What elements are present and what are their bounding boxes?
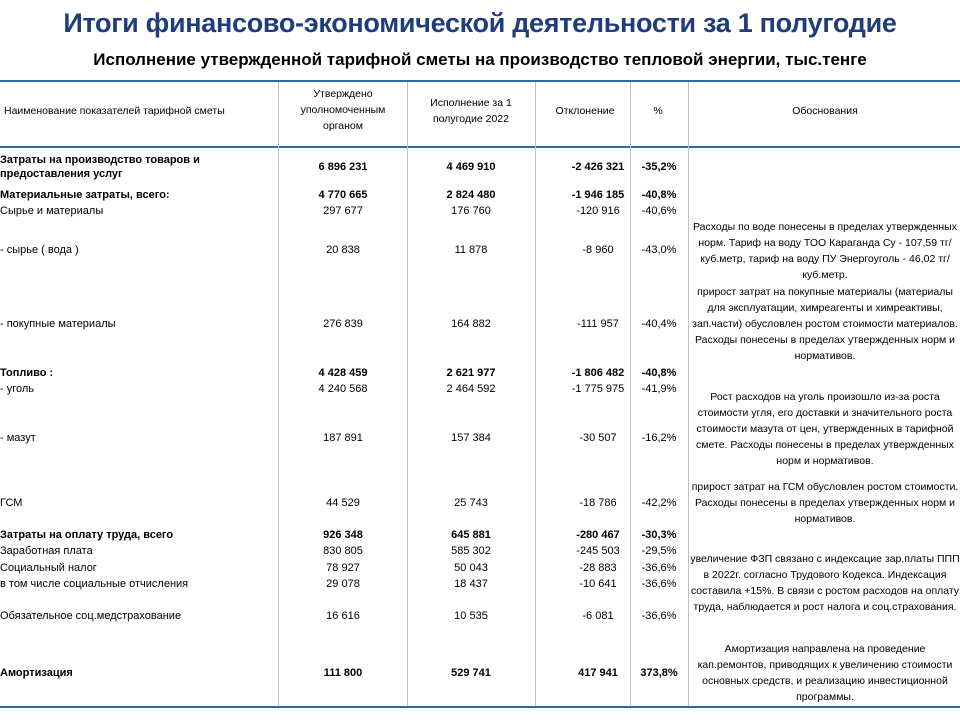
table-row-name-continued: предоставления услуг [0,168,123,180]
cell-percent: -40,6% [641,205,677,217]
page-title: Итоги финансово-экономической деятельности за 1 полугодие [63,8,897,38]
cell-deviation: -111 957 [577,318,619,330]
cell-approved: 4 770 665 [318,189,368,201]
cell-approved: 926 348 [323,529,363,541]
cell-executed: 10 535 [454,610,488,622]
note-coal: Рост расходов на уголь произошло из-за роста стоимости угля, его доставки и значительного роста стоимости мазута от цен, утвержденных в тарифной смете. Расходы понесены в пределах утвержденных норм и нормативов. [696,391,954,467]
cell-approved: 6 896 231 [318,161,368,173]
cell-percent: -35,2% [641,161,677,173]
column-divider [535,82,536,706]
cell-executed: 157 384 [451,432,491,444]
page-subtitle: Исполнение утвержденной тарифной сметы на производство тепловой энергии, тыс.тенге [93,50,867,69]
cell-percent: -40,4% [641,318,677,330]
table-row-name: Обязательное соц.медстрахование [0,610,182,622]
table-row-name: - покупные материалы [0,318,116,330]
cell-approved: 20 838 [326,244,360,256]
cell-deviation: -1 775 975 [571,383,625,395]
cell-approved: 4 428 459 [318,367,368,379]
cell-percent: -36,6% [641,610,677,622]
header-justification: Обоснования [792,105,858,117]
table-row-name: - сырье ( вода ) [0,244,79,256]
cell-approved: 78 927 [326,562,360,574]
table-top-border [0,80,960,82]
table-row-name: в том числе социальные отчисления [0,578,189,590]
note-amortization: Амортизация направлена на проведение кап.ремонтов, приводящих к увеличению стоимости основных средств, и реализацию инвестиционной программы. [697,643,953,703]
cell-deviation: -245 503 [576,545,620,557]
cell-approved: 830 805 [323,545,363,557]
cell-approved: 111 800 [323,667,363,679]
cell-deviation: -1 806 482 [571,367,625,379]
cell-percent: -42,2% [641,497,677,509]
cell-deviation: -280 467 [576,529,620,541]
cell-deviation: -6 081 [582,610,614,622]
header-name: Наименование показателей тарифной сметы [4,105,225,117]
cell-percent: -41,9% [641,383,677,395]
cell-approved: 4 240 568 [318,383,368,395]
cell-percent: -36,6% [641,562,677,574]
table-row-name: Сырье и материалы [0,205,104,217]
column-divider [688,82,689,706]
table-row-name: Материальные затраты, всего: [0,189,170,201]
cell-deviation: -28 883 [579,562,617,574]
table-row-name: Затраты на производство товаров и [0,154,200,166]
cell-executed: 2 621 977 [446,367,496,379]
table-row-name: - мазут [0,432,36,444]
cell-executed: 585 302 [451,545,491,557]
cell-deviation: -30 507 [579,432,617,444]
cell-executed: 176 760 [451,205,491,217]
note-materials: прирост затрат на покупные материалы (материалы для эксплуатации, химреагенты и химреактивы, зап.части) обусловлен ростом стоимости материалов. Расходы понесены в пределах утвержденных норм и нормативов. [692,286,958,362]
cell-percent: -40,8% [641,189,677,201]
cell-approved: 276 839 [323,318,363,330]
column-divider [278,82,279,706]
cell-executed: 2 824 480 [446,189,496,201]
cell-approved: 44 529 [326,497,360,509]
cell-executed: 11 878 [454,244,488,256]
note-fuel: прирост затрат на ГСМ обусловлен ростом стоимости. Расходы понесены в пределах утвержденных норм и нормативов. [691,481,959,525]
cell-executed: 25 743 [454,497,488,509]
cell-deviation: -120 916 [576,205,620,217]
cell-executed: 4 469 910 [446,161,496,173]
header-deviation: Отклонение [555,105,615,117]
cell-deviation: 417 941 [578,667,618,679]
cell-deviation: -18 786 [579,497,617,509]
table-row-name: Заработная плата [0,545,93,557]
header-percent: % [653,105,663,117]
note-salary: увеличение ФЗП связано с индексацие зар.платы ППП в 2022г. согласно Трудового Кодекса. Индексация составила +15%. В связи с ростом расходов на оплату труда, наблюдается и рост налога и соц.страхования. [690,553,960,613]
note-water: Расходы по воде понесены в пределах утвержденных норм. Тариф на воду ТОО Караганда Су - 107,59 тг/куб.метр, тариф на воду ПУ Энергоуголь - 46,02 тг/куб.метр. [693,221,957,281]
cell-approved: 187 891 [323,432,363,444]
cell-percent: -40,8% [641,367,677,379]
table-header-border [0,146,960,148]
cell-percent: -29,5% [641,545,677,557]
cell-executed: 50 043 [454,562,488,574]
table-row-name: - уголь [0,383,35,395]
cell-executed: 645 881 [451,529,491,541]
cell-approved: 297 677 [323,205,363,217]
table-row-name: Топливо : [0,367,54,379]
cell-deviation: -1 946 185 [571,189,625,201]
cell-executed: 2 464 592 [446,383,496,395]
cell-executed: 18 437 [454,578,488,590]
cell-executed: 529 741 [451,667,491,679]
cell-deviation: -2 426 321 [571,161,625,173]
column-divider [407,82,408,706]
table-row-name: Амортизация [0,667,73,679]
cell-percent: 373,8% [640,667,678,679]
cell-approved: 16 616 [326,610,360,622]
table-row-name: ГСМ [0,497,23,509]
cell-executed: 164 882 [451,318,491,330]
cell-percent: -43,0% [641,244,677,256]
cell-deviation: -10 641 [579,578,617,590]
header-approved: Утверждено уполномоченным органом [300,88,386,132]
table-row-name: Затраты на оплату труда, всего [0,529,174,541]
header-executed: Исполнение за 1 полугодие 2022 [430,97,512,125]
cell-percent: -36,6% [641,578,677,590]
cell-percent: -30,3% [641,529,677,541]
cell-deviation: -8 960 [582,244,614,256]
table-row-name: Социальный налог [0,562,97,574]
cell-approved: 29 078 [326,578,360,590]
cell-percent: -16,2% [641,432,677,444]
table-bottom-border [0,706,960,708]
